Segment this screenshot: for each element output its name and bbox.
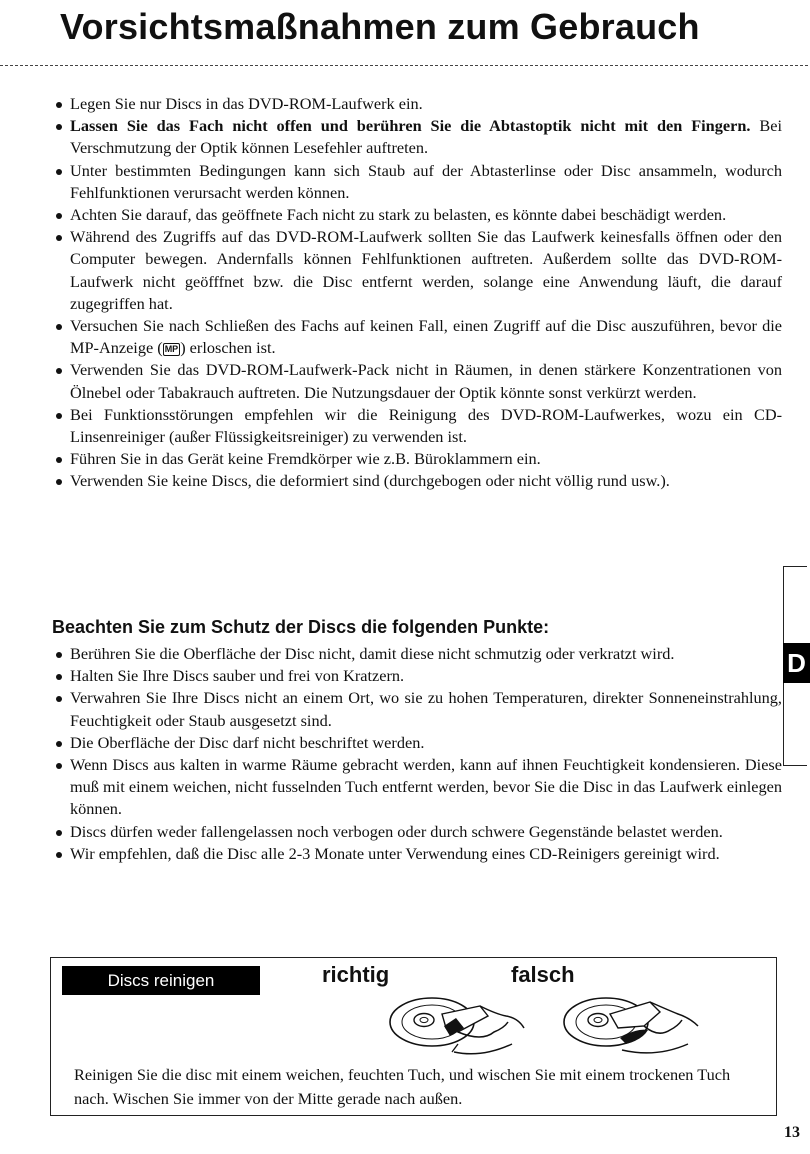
list-item: Achten Sie darauf, das geöffnete Fach nicht zu stark zu belasten, es könnte dabei beschädigt werden. [52,204,782,226]
list-item: Unter bestimmten Bedingungen kann sich Staub auf der Abtasterlinse oder Disc ansammeln, wodurch Fehlfunktionen verursacht werden können. [52,160,782,204]
precautions-list [52,93,782,493]
language-tab: D [783,643,810,683]
list-item: Discs dürfen weder fallengelassen noch verbogen oder durch schwere Gegenstände belastet werden. [52,821,782,843]
list-item: Berühren Sie die Oberfläche der Disc nicht, damit diese nicht schmutzig oder verkratzt wird. [52,643,782,665]
disc-section-heading: Beachten Sie zum Schutz der Discs die folgenden Punkte: [52,617,550,637]
mp-indicator-icon: MP [164,344,179,355]
list-item: Die Oberfläche der Disc darf nicht beschriftet werden. [52,732,782,754]
list-item: Lassen Sie das Fach nicht offen und berühren Sie die Abtastoptik nicht mit den Fingern. Bei Verschmutzung der Optik können Lesefehler auftreten. [52,115,782,159]
correct-label: richtig [322,962,390,987]
cleaning-instructions: Reinigen Sie die disc mit einem weichen, feuchten Tuch, und wischen Sie mit einem trockenen Tuch nach. Wischen Sie immer von der Mitte gerade nach außen. [74,1065,731,1108]
list-item: Verwenden Sie keine Discs, die deformiert sind (durchgebogen oder nicht völlig rund usw.). [52,470,782,492]
list-item: Wir empfehlen, daß die Disc alle 2-3 Monate unter Verwendung eines CD-Reinigers gereinigt wird. [52,843,782,865]
incorrect-label: falsch [511,962,575,987]
list-item: Halten Sie Ihre Discs sauber und frei von Kratzern. [52,665,782,687]
list-item: Bei Funktionsstörungen empfehlen wir die Reinigung des DVD-ROM-Laufwerkes, wozu ein CD-Linsenreiniger (außer Flüssigkeitsreiniger) zu verwenden ist. [52,404,782,448]
title-divider [0,65,808,66]
page-title: Vorsichtsmaßnahmen zum Gebrauch [60,6,700,47]
list-item: Legen Sie nur Discs in das DVD-ROM-Laufwerk ein. [52,93,782,115]
incorrect-wiping-illustration-icon [558,988,708,1060]
list-item: Versuchen Sie nach Schließen des Fachs auf keinen Fall, einen Zugriff auf die Disc auszuführen, bevor die MP-Anzeige ( MP ) erloschen ist. [52,315,782,359]
list-item: Wenn Discs aus kalten in warme Räume gebracht werden, kann auf ihnen Feuchtigkeit kondensieren. Diese muß mit einem weichen, nicht fusselnden Tuch entfernt werden, bevor Sie die Disc in das Laufwerk einlegen können. [52,754,782,821]
disc-care-list [52,643,782,865]
list-item: Verwahren Sie Ihre Discs nicht an einem Ort, wo sie zu hohen Temperaturen, direkter Sonneneinstrahlung, Feuchtigkeit oder Staub ausgesetzt sind. [52,687,782,731]
list-item: Verwenden Sie das DVD-ROM-Laufwerk-Pack nicht in Räumen, in denen stärkere Konzentrationen von Ölnebel oder Tabakrauch auftreten. Die Nutzungsdauer der Optik könnte sonst verkürzt werden. [52,359,782,403]
cleaning-badge: Discs reinigen [62,966,260,995]
list-item: Während des Zugriffs auf das DVD-ROM-Laufwerk sollten Sie das Laufwerk keinesfalls öffnen oder den Computer bewegen. Andernfalls können Fehlfunktionen auftreten. Außerdem sollte das DVD-ROM-Laufwerk nicht geöfffnet bzw. die Disc entfernt werden, solange eine Anwendung läuft, die darauf zugegriffen hat. [52,226,782,315]
page-number: 13 [784,1124,800,1141]
correct-wiping-illustration-icon [384,988,534,1060]
list-item: Führen Sie in das Gerät keine Fremdkörper wie z.B. Büroklammern ein. [52,448,782,470]
